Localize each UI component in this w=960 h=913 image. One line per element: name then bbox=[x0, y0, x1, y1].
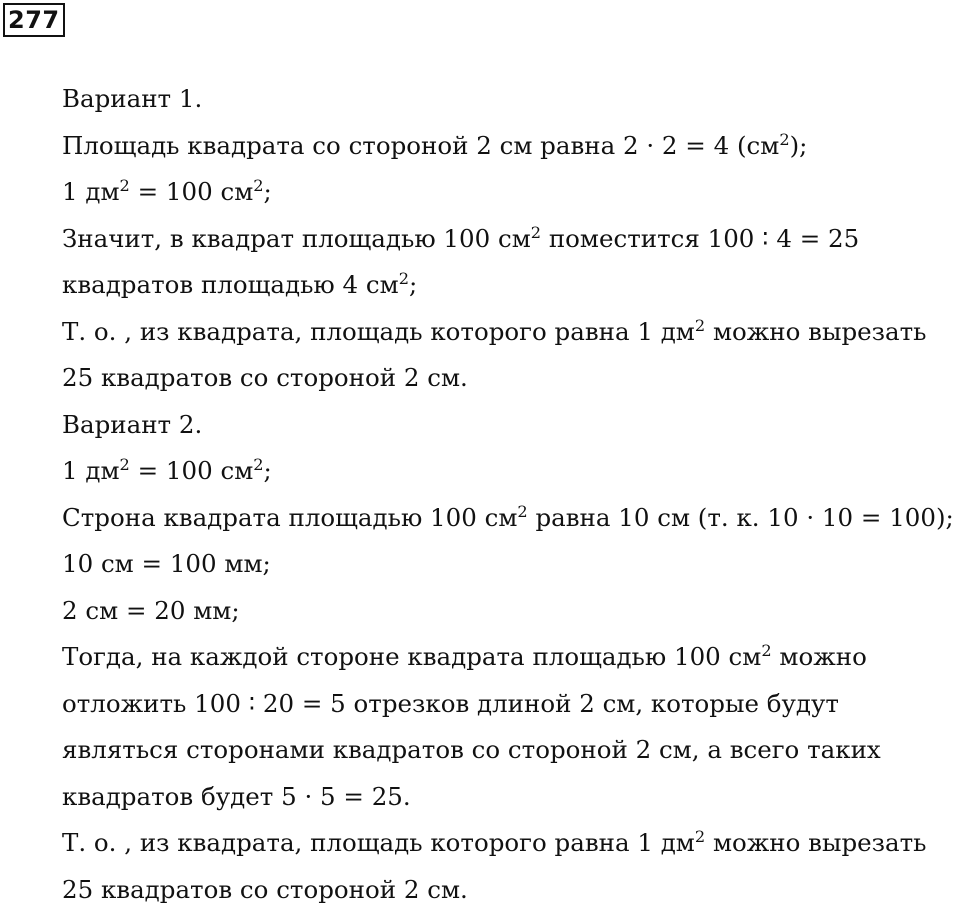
solution-line: Т. о. , из квадрата, площадь которого равна 1 $дм^2$ можно вырезать bbox=[62, 820, 960, 867]
solution-line: 25 квадратов со стороной 2 см. bbox=[62, 355, 960, 402]
solution-line: Вариант 1. bbox=[62, 76, 960, 123]
solution-line: Площадь квадрата со стороной 2 см равна 2 · 2 = 4 $(см^2)$; bbox=[62, 123, 960, 170]
solution-line: 1 $дм^2 = 100$ $см^2$; bbox=[62, 448, 960, 495]
task-number-badge: 277 bbox=[3, 3, 65, 37]
solution-line: Значит, в квадрат площадью 100 $см^2$ поместится 100 ∶ 4 = 25 bbox=[62, 216, 960, 263]
solution-line: Строна квадрата площадью 100 $см^2$ равна 10 см (т. к. 10 · 10 = 100); bbox=[62, 495, 960, 542]
solution-line: квадратов будет 5 · 5 = 25. bbox=[62, 774, 960, 821]
solution-line: квадратов площадью 4 $см^2$; bbox=[62, 262, 960, 309]
solution-line: 2 см = 20 мм; bbox=[62, 588, 960, 635]
solution-line: 25 квадратов со стороной 2 см. bbox=[62, 867, 960, 913]
solution-text bbox=[62, 76, 960, 913]
solution-line: 10 см = 100 мм; bbox=[62, 541, 960, 588]
solution-line: являться сторонами квадратов со стороной 2 см, а всего таких bbox=[62, 727, 960, 774]
solution-line: Вариант 2. bbox=[62, 402, 960, 449]
solution-line: Тогда, на каждой стороне квадрата площадью 100 $см^2$ можно bbox=[62, 634, 960, 681]
solution-line: отложить 100 ∶ 20 = 5 отрезков длиной 2 см, которые будут bbox=[62, 681, 960, 728]
solution-line: Т. о. , из квадрата, площадь которого равна 1 $дм^2$ можно вырезать bbox=[62, 309, 960, 356]
solution-line: 1 $дм^2 = 100$ $см^2$; bbox=[62, 169, 960, 216]
